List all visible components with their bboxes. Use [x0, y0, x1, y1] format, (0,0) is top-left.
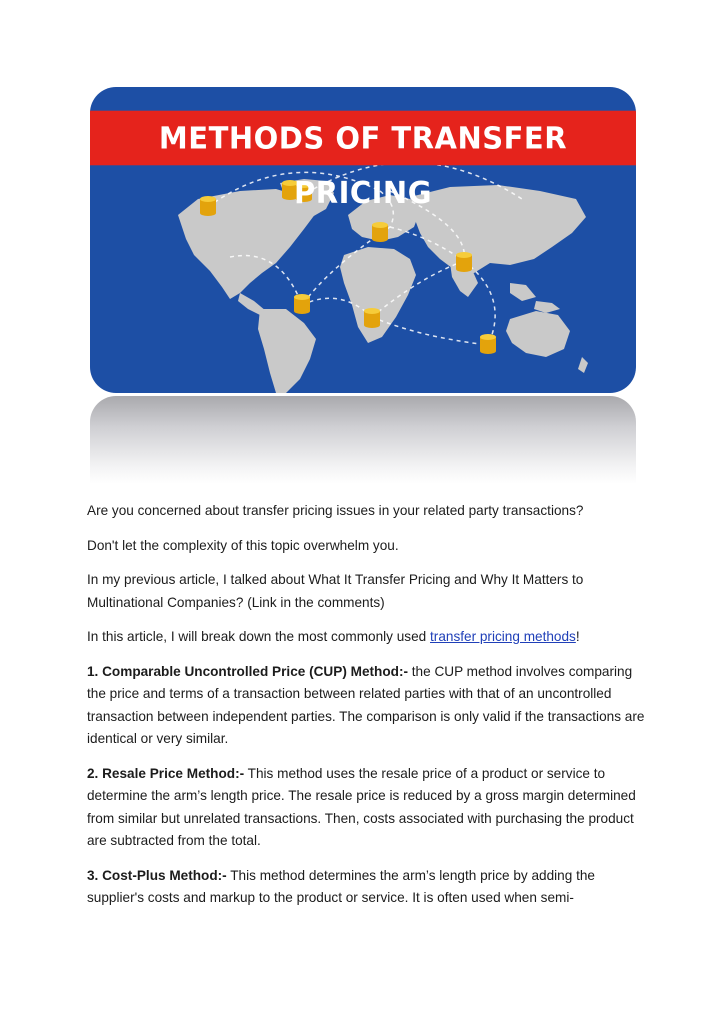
transfer-pricing-methods-link[interactable]: transfer pricing methods — [430, 629, 576, 644]
method-resale-body: This method uses the resale price of a product or service to determine the arm’s length price. The resale price is reduced by a gross margin determined from similar but unrelated transactions. Then, costs associated with purchasing the product are subtracted from the total. — [87, 765, 636, 848]
method-resale-title: 2. Resale Price Method:- — [87, 765, 245, 781]
hero-image — [90, 87, 636, 393]
previous-article-note: In my previous article, I talked about What It Transfer Pricing and Why It Matters to Multinational Companies? (Link in the comments) — [87, 572, 584, 610]
overview-text: In this article, I will break down the most commonly used — [87, 629, 431, 644]
method-cost-plus — [87, 865, 647, 910]
method-cost-plus-body: This method determines the arm’s length price by adding the supplier's costs and markup to the product or service. It is often used when semi- — [87, 867, 595, 905]
article-body — [87, 500, 647, 922]
overview-paragraph — [87, 626, 647, 649]
image-banner-title: METHODS OF TRANSFER PRICING — [90, 111, 636, 166]
method-cup — [87, 661, 647, 751]
method-cup-body: the CUP method involves comparing the price and terms of a transaction between related parties with that of an uncontrolled transaction between independent parties. The comparison is only valid if the transactions are identical or very similar. — [87, 663, 645, 746]
method-cup-title: 1. Comparable Uncontrolled Price (CUP) Method:- — [87, 663, 408, 679]
intro-reassurance: Don't let the complexity of this topic overwhelm you. — [87, 537, 399, 553]
image-reflection — [90, 396, 636, 484]
method-resale-price — [87, 763, 647, 853]
overview-suffix: ! — [575, 629, 580, 644]
intro-question: Are you concerned about transfer pricing issues in your related party transactions? — [87, 503, 584, 518]
method-cost-plus-title: 3. Cost-Plus Method:- — [87, 867, 227, 883]
